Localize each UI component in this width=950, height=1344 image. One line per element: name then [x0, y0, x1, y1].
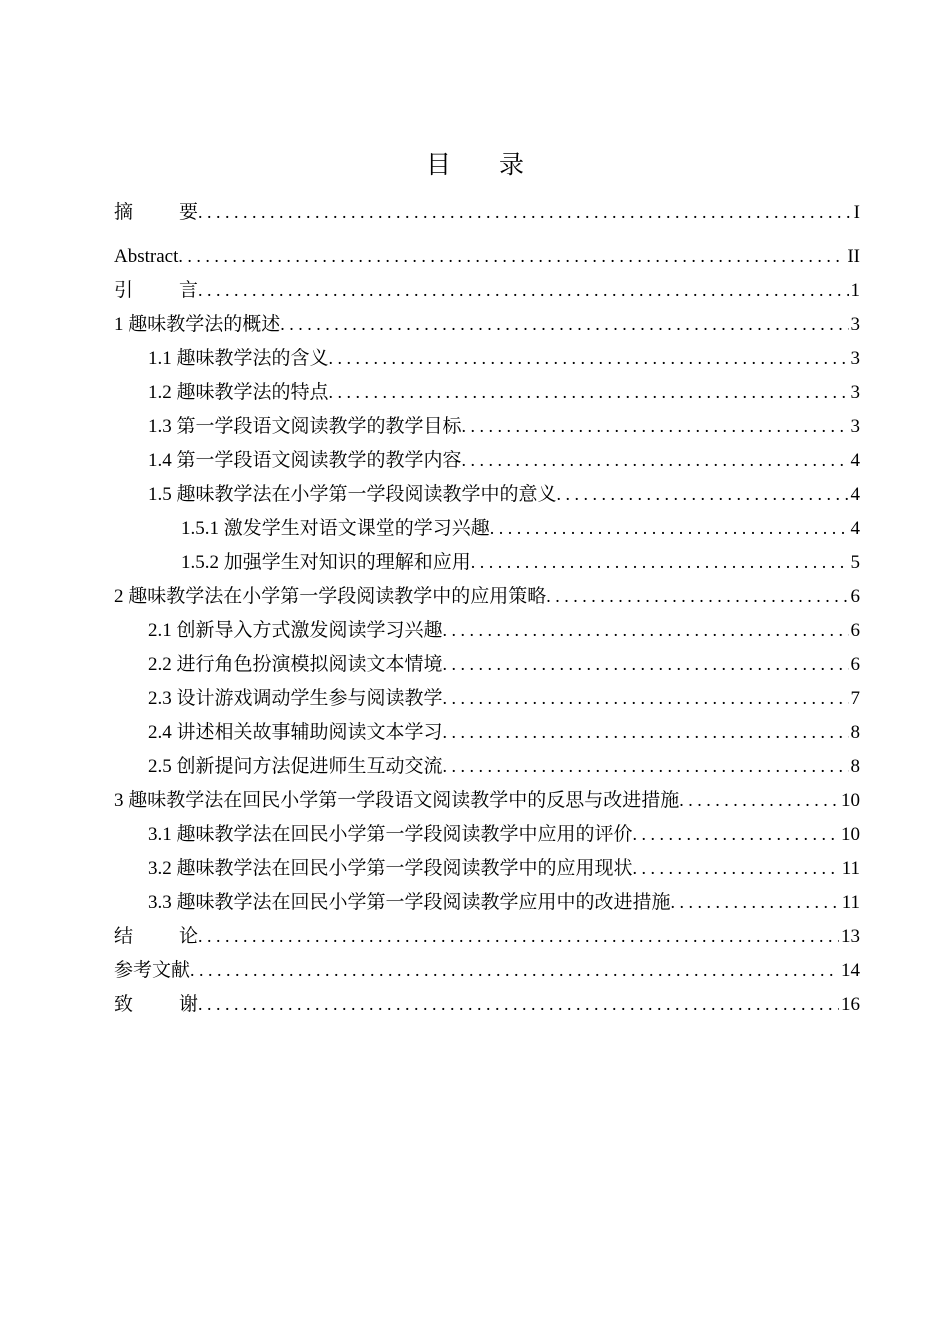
toc-entry-label-part: 言 [179, 280, 199, 301]
toc-entry-label: 1.5.1 激发学生对语文课堂的学习兴趣 [181, 518, 490, 539]
dot-leader [462, 443, 849, 477]
toc-entry[interactable] [114, 477, 860, 511]
toc-entry-label: 2 趣味教学法在小学第一学段阅读教学中的应用策略 [114, 586, 547, 607]
dot-leader [443, 715, 849, 749]
toc-entry[interactable] [114, 545, 860, 579]
dot-leader [679, 783, 839, 817]
toc-entry-label [114, 988, 198, 1022]
toc-entry-page-number: 6 [850, 586, 860, 607]
toc-entry-page-number: 3 [850, 348, 860, 369]
dot-leader [198, 919, 839, 953]
toc-entry[interactable] [114, 511, 860, 545]
toc-entry-page-number: 6 [850, 654, 860, 675]
toc-entry[interactable] [114, 613, 860, 647]
dot-leader [671, 885, 840, 919]
dot-leader [462, 409, 849, 443]
dot-leader [198, 195, 852, 229]
toc-entry[interactable] [114, 953, 860, 987]
dot-leader [557, 477, 849, 511]
dot-leader [490, 511, 849, 545]
toc-entry[interactable] [114, 783, 860, 817]
toc-entry-page-number: 10 [841, 824, 860, 845]
toc-entry-label: 2.3 设计游戏调动学生参与阅读教学 [148, 688, 443, 709]
toc-entry-page-number: 16 [841, 994, 860, 1015]
toc-title [0, 148, 950, 184]
toc-entry-label-part: 要 [179, 202, 199, 223]
dot-leader [198, 273, 848, 307]
toc-entry-label: 3.1 趣味教学法在回民小学第一学段阅读教学中应用的评价 [148, 824, 633, 845]
toc-entry-label: 参考文献 [114, 960, 191, 981]
toc-entry[interactable] [114, 987, 860, 1021]
toc-entry-page-number: 3 [850, 416, 860, 437]
toc-entry-label [114, 274, 198, 308]
toc-entry-label: 3.2 趣味教学法在回民小学第一学段阅读教学中的应用现状 [148, 858, 633, 879]
toc-entry-page-number: 4 [850, 518, 860, 539]
toc-entry-page-number: I [853, 202, 860, 223]
toc-entry-label: 1.5 趣味教学法在小学第一学段阅读教学中的意义 [148, 484, 557, 505]
toc-entry[interactable] [114, 443, 860, 477]
toc-entry-page-number: II [847, 246, 860, 267]
toc-entry-label: 1.4 第一学段语文阅读教学的教学内容 [148, 450, 462, 471]
toc-entry-page-number: 14 [841, 960, 860, 981]
toc-entry[interactable] [114, 715, 860, 749]
toc-entry-page-number: 11 [841, 892, 860, 913]
toc-entry-label [114, 196, 198, 230]
dot-leader [443, 749, 849, 783]
toc-entry[interactable] [114, 273, 860, 307]
toc-entry[interactable] [114, 375, 860, 409]
dot-leader [329, 341, 849, 375]
toc-entry-label: 1.3 第一学段语文阅读教学的教学目标 [148, 416, 462, 437]
toc-entry-label: 3 趣味教学法在回民小学第一学段语文阅读教学中的反思与改进措施 [114, 790, 680, 811]
toc-title-char-1: 目 [425, 152, 451, 179]
toc-entry[interactable] [114, 851, 860, 885]
toc-entry-label: 1 趣味教学法的概述 [114, 314, 281, 335]
toc-entry-page-number: 4 [850, 450, 860, 471]
toc-entry-label: 2.4 讲述相关故事辅助阅读文本学习 [148, 722, 443, 743]
toc-entry-page-number: 7 [850, 688, 860, 709]
toc-entry-label: 2.2 进行角色扮演模拟阅读文本情境 [148, 654, 443, 675]
toc-entry-page-number: 3 [850, 314, 860, 335]
toc-entry[interactable] [114, 341, 860, 375]
dot-leader [443, 613, 849, 647]
dot-leader [178, 239, 845, 273]
toc-entry[interactable] [114, 919, 860, 953]
toc-title-char-2: 录 [499, 152, 525, 179]
toc-entry-page-number: 8 [850, 722, 860, 743]
toc-entry[interactable] [114, 195, 860, 229]
toc-list [114, 195, 860, 1021]
toc-entry[interactable] [114, 749, 860, 783]
dot-leader [633, 851, 840, 885]
toc-entry[interactable] [114, 885, 860, 919]
toc-entry[interactable] [114, 681, 860, 715]
toc-entry-label [114, 920, 198, 954]
toc-entry-page-number: 13 [841, 926, 860, 947]
dot-leader [443, 681, 849, 715]
toc-entry-label: 1.1 趣味教学法的含义 [148, 348, 329, 369]
dot-leader [471, 545, 849, 579]
dot-leader [280, 307, 848, 341]
dot-leader [190, 953, 839, 987]
toc-entry-page-number: 3 [850, 382, 860, 403]
toc-entry-label-part: 结 [114, 926, 134, 947]
dot-leader [443, 647, 849, 681]
toc-entry[interactable] [114, 307, 860, 341]
toc-entry[interactable] [114, 239, 860, 273]
dot-leader [198, 987, 839, 1021]
toc-entry-page-number: 11 [841, 858, 860, 879]
toc-entry-page-number: 10 [841, 790, 860, 811]
toc-entry-label: 1.2 趣味教学法的特点 [148, 382, 329, 403]
toc-entry-page-number: 4 [850, 484, 860, 505]
toc-entry-label-part: 致 [114, 994, 134, 1015]
toc-entry-label: Abstract [114, 246, 179, 267]
toc-entry-page-number: 6 [850, 620, 860, 641]
toc-entry-label: 2.1 创新导入方式激发阅读学习兴趣 [148, 620, 443, 641]
toc-entry-label: 3.3 趣味教学法在回民小学第一学段阅读教学应用中的改进措施 [148, 892, 671, 913]
toc-entry-label-part: 摘 [114, 202, 134, 223]
toc-entry-label: 1.5.2 加强学生对知识的理解和应用 [181, 552, 471, 573]
dot-leader [633, 817, 839, 851]
toc-entry[interactable] [114, 579, 860, 613]
toc-entry-label: 2.5 创新提问方法促进师生互动交流 [148, 756, 443, 777]
dot-leader [329, 375, 849, 409]
toc-entry[interactable] [114, 409, 860, 443]
toc-entry-label-part: 引 [114, 280, 134, 301]
toc-entry-page-number: 5 [850, 552, 860, 573]
toc-entry-label-part: 论 [179, 926, 199, 947]
dot-leader [546, 579, 848, 613]
toc-entry[interactable] [114, 817, 860, 851]
toc-entry-page-number: 1 [850, 280, 860, 301]
toc-entry-label-part: 谢 [179, 994, 199, 1015]
toc-entry-page-number: 8 [850, 756, 860, 777]
toc-entry[interactable] [114, 647, 860, 681]
